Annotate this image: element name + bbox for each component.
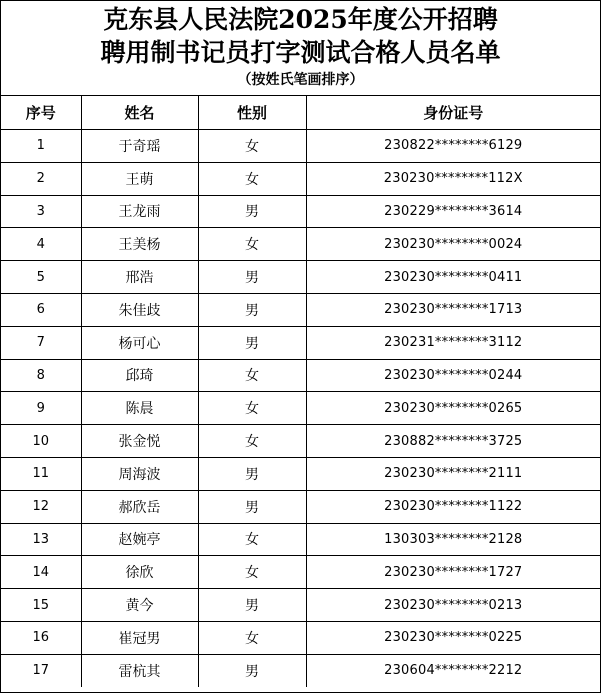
cell-name: 朱佳歧 [81, 293, 198, 326]
title-line-2: 聘用制书记员打字测试合格人员名单 [100, 38, 501, 67]
cell-name: 杨可心 [81, 326, 198, 359]
cell-sex: 男 [198, 654, 306, 686]
cell-name: 黄今 [81, 589, 198, 622]
cell-name: 邢浩 [81, 261, 198, 294]
cell-index: 8 [1, 359, 81, 392]
header-name: 姓名 [81, 96, 198, 130]
header-id-number: 身份证号 [306, 96, 600, 130]
cell-index: 3 [1, 195, 81, 228]
table-row [1, 457, 600, 490]
cell-sex: 男 [198, 293, 306, 326]
cell-id-number: 230604********2212 [306, 654, 600, 686]
cell-sex: 男 [198, 195, 306, 228]
cell-sex: 女 [198, 621, 306, 654]
cell-name: 张金悦 [81, 425, 198, 458]
cell-id-number: 230230********1122 [306, 490, 600, 523]
cell-name: 雷杭其 [81, 654, 198, 686]
cell-sex: 男 [198, 457, 306, 490]
table-row [1, 359, 600, 392]
cell-sex: 女 [198, 228, 306, 261]
cell-sex: 男 [198, 490, 306, 523]
table-row [1, 425, 600, 458]
table-row [1, 654, 600, 686]
cell-sex: 女 [198, 523, 306, 556]
table-row [1, 326, 600, 359]
table-row [1, 621, 600, 654]
table-row [1, 392, 600, 425]
cell-name: 于奇瑶 [81, 130, 198, 163]
cell-index: 16 [1, 621, 81, 654]
cell-name: 崔冠男 [81, 621, 198, 654]
cell-id-number: 230229********3614 [306, 195, 600, 228]
cell-sex: 男 [198, 261, 306, 294]
cell-sex: 女 [198, 162, 306, 195]
table-header-row [1, 96, 600, 130]
title-subtitle: （按姓氏笔画排序） [237, 72, 364, 88]
title-line-1: 克东县人民法院2025年度公开招聘 [103, 5, 498, 34]
cell-id-number: 230230********1727 [306, 556, 600, 589]
table-row [1, 195, 600, 228]
table-row [1, 261, 600, 294]
cell-id-number: 130303********2128 [306, 523, 600, 556]
cell-name: 王美杨 [81, 228, 198, 261]
cell-id-number: 230230********112X [306, 162, 600, 195]
cell-index: 1 [1, 130, 81, 163]
cell-name: 王龙雨 [81, 195, 198, 228]
cell-index: 7 [1, 326, 81, 359]
table-row [1, 556, 600, 589]
cell-id-number: 230230********0024 [306, 228, 600, 261]
cell-sex: 女 [198, 556, 306, 589]
table-row [1, 589, 600, 622]
cell-sex: 男 [198, 326, 306, 359]
cell-index: 11 [1, 457, 81, 490]
cell-index: 5 [1, 261, 81, 294]
cell-name: 徐欣 [81, 556, 198, 589]
cell-index: 13 [1, 523, 81, 556]
table-row [1, 490, 600, 523]
cell-sex: 女 [198, 359, 306, 392]
cell-sex: 女 [198, 425, 306, 458]
cell-id-number: 230230********1713 [306, 293, 600, 326]
cell-name: 王萌 [81, 162, 198, 195]
table-row [1, 130, 600, 163]
table-row [1, 228, 600, 261]
cell-id-number: 230230********0265 [306, 392, 600, 425]
table-row [1, 162, 600, 195]
table-row [1, 293, 600, 326]
cell-sex: 女 [198, 130, 306, 163]
cell-id-number: 230230********0213 [306, 589, 600, 622]
cell-index: 4 [1, 228, 81, 261]
cell-index: 2 [1, 162, 81, 195]
cell-name: 邱琦 [81, 359, 198, 392]
candidate-table [1, 96, 600, 687]
table-body [1, 130, 600, 687]
header-index: 序号 [1, 96, 81, 130]
cell-index: 14 [1, 556, 81, 589]
cell-index: 15 [1, 589, 81, 622]
table-row [1, 523, 600, 556]
cell-index: 6 [1, 293, 81, 326]
cell-id-number: 230231********3112 [306, 326, 600, 359]
cell-id-number: 230230********0244 [306, 359, 600, 392]
cell-name: 郝欣岳 [81, 490, 198, 523]
cell-name: 陈晨 [81, 392, 198, 425]
cell-sex: 男 [198, 589, 306, 622]
cell-name: 周海波 [81, 457, 198, 490]
cell-index: 17 [1, 654, 81, 686]
cell-id-number: 230230********0411 [306, 261, 600, 294]
cell-id-number: 230882********3725 [306, 425, 600, 458]
cell-id-number: 230822********6129 [306, 130, 600, 163]
cell-id-number: 230230********2111 [306, 457, 600, 490]
title-block [1, 1, 600, 96]
cell-sex: 女 [198, 392, 306, 425]
cell-index: 10 [1, 425, 81, 458]
cell-name: 赵婉亭 [81, 523, 198, 556]
header-sex: 性别 [198, 96, 306, 130]
cell-index: 9 [1, 392, 81, 425]
cell-id-number: 230230********0225 [306, 621, 600, 654]
cell-index: 12 [1, 490, 81, 523]
